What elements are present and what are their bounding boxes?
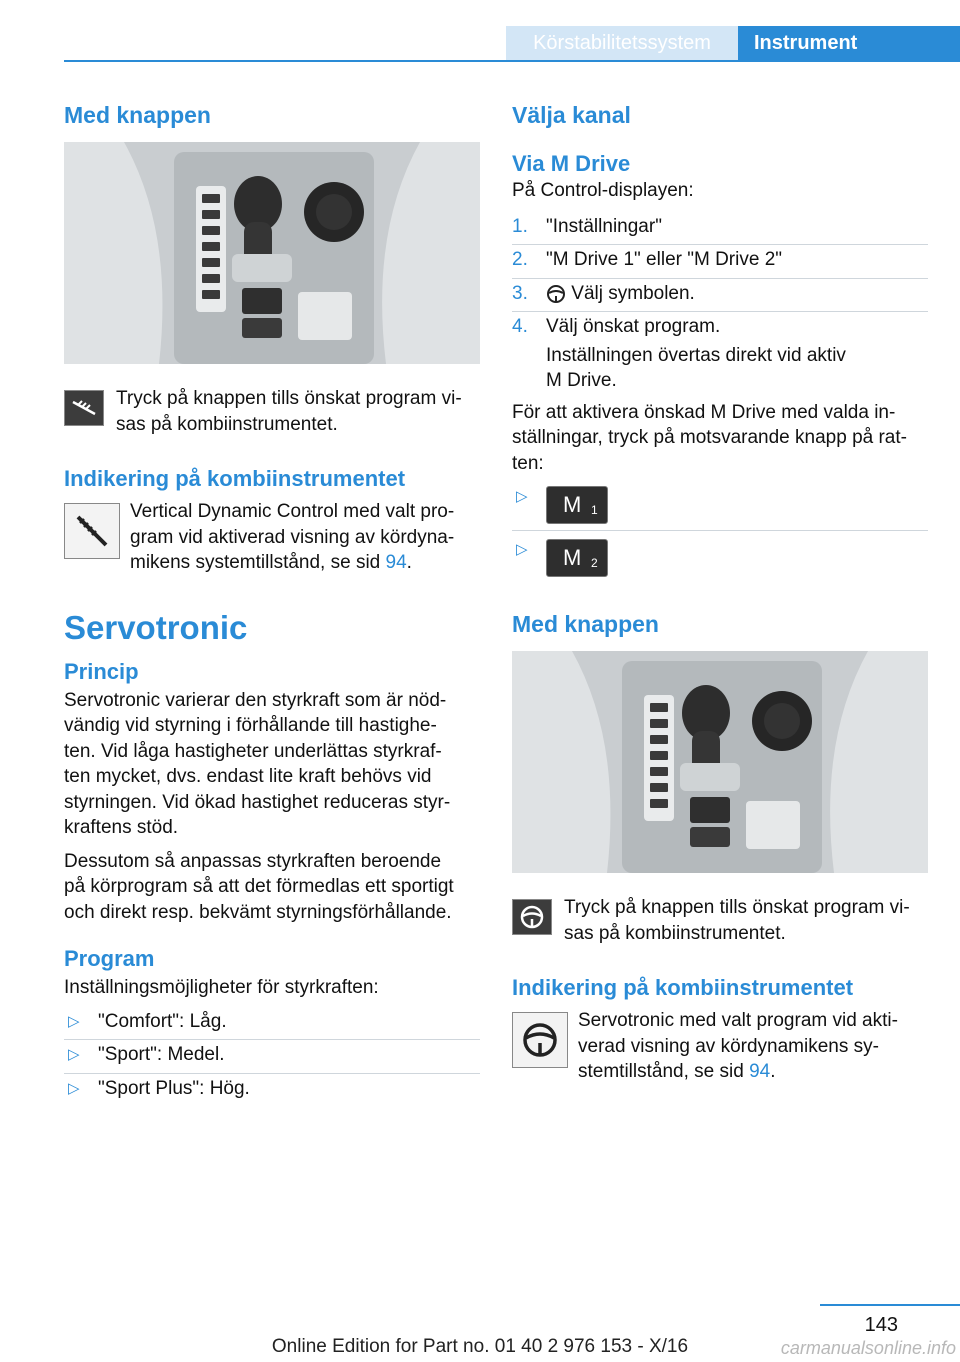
step-number: 3.	[512, 282, 528, 304]
note-press-button-text: Tryck på knappen tills önskat program vi- sas på kombiinstrumentet.	[116, 388, 462, 435]
step-number: 1.	[512, 215, 528, 237]
m1-letter: M	[563, 492, 582, 517]
right-column	[512, 100, 928, 1085]
note-servotronic-display-body: Servotronic med valt program vid akti- verad visning av kördynamikens sy- stemtillstånd, se sid	[578, 1010, 898, 1082]
left-column	[64, 100, 480, 1106]
page-link-94[interactable]: 94	[385, 552, 407, 573]
steering-wheel-icon	[546, 284, 566, 304]
m2-letter: M	[563, 545, 582, 570]
heading-princip: Princip	[64, 658, 139, 684]
m1-sub: 1	[591, 503, 598, 517]
console-photo	[64, 142, 480, 364]
step-text: Välj symbolen.	[566, 282, 695, 304]
list-item	[64, 1007, 480, 1041]
note-press-button-2-text: Tryck på knappen tills önskat program vi- sas på kombiinstrumentet.	[564, 897, 910, 944]
servotronic-button-icon	[512, 899, 552, 935]
list-item	[512, 245, 928, 279]
note-servotronic-display	[512, 1008, 928, 1085]
m1-steering-button-icon	[546, 486, 608, 524]
note-vdc-display-body: Vertical Dynamic Control med valt pro- gram vid aktiverad visning av kördyna- mikens systemtillstånd, se sid	[130, 501, 455, 573]
heading-via-m-drive: Via M Drive	[512, 151, 631, 176]
note-servotronic-display-end: .	[770, 1061, 776, 1082]
program-item-text: "Comfort": Låg.	[98, 1010, 227, 1032]
console-illustration	[64, 142, 480, 364]
note-press-button-2	[512, 895, 928, 946]
heading-indikering-2: Indikering på kombiinstrumentet	[512, 975, 854, 1000]
heading-med-knappen-2: Med knappen	[512, 611, 659, 637]
steps-list	[512, 212, 928, 345]
step-number: 2.	[512, 249, 528, 270]
list-item	[512, 212, 928, 246]
mkey-row-2	[512, 531, 928, 581]
program-item-text: "Sport Plus": Hög.	[98, 1077, 250, 1099]
program-list	[64, 1007, 480, 1107]
console-photo-2	[512, 651, 928, 873]
steering-wheel-display-icon	[512, 1012, 568, 1068]
note-vdc-display-text	[120, 499, 480, 576]
list-item	[512, 279, 928, 313]
note-servotronic-display-text	[568, 1008, 928, 1085]
list-item	[64, 1074, 480, 1107]
triangle-bullet-icon: ▷	[516, 488, 528, 505]
step-number: 4.	[512, 316, 528, 337]
program-intro: Inställningsmöjligheter för styrkraften:	[64, 977, 379, 998]
step-text: Välj önskat program.	[546, 316, 721, 337]
console-illustration-2	[512, 651, 928, 873]
header-rule	[64, 60, 960, 62]
list-item	[64, 1040, 480, 1074]
m2-sub: 2	[591, 556, 598, 570]
activate-paragraph: För att aktivera önskad M Drive med valda in- ställningar, tryck på motsvarande knapp på rat- ten:	[512, 401, 907, 474]
m2-steering-button-icon	[546, 539, 608, 577]
princip-paragraph-2: Dessutom så anpassas styrkraften beroende på körprogram så att det förmedlas ett sportigt och direkt resp. bekvämt styrningsförhållande.	[64, 850, 454, 923]
mkey-row-1	[512, 486, 928, 531]
step-text: "Inställningar"	[546, 215, 662, 237]
list-item	[512, 312, 928, 345]
page-link-94-2[interactable]: 94	[749, 1061, 771, 1082]
watermark: carmanualsonline.info	[780, 1338, 956, 1358]
footer-rule	[820, 1304, 960, 1306]
princip-paragraph-1: Servotronic varierar den styrkraft som är nöd- vändig vid styrning i förhållande till hastighe- ten. Vid låga hastigheter underlättas styrkraf- ten mycket, dvs. endast lite kraft behövs vid styrningen. Vid ökad hastighet reduceras styr- kraftens stöd.	[64, 689, 451, 838]
triangle-bullet-icon: ▷	[68, 1046, 80, 1063]
heading-servotronic: Servotronic	[64, 608, 248, 646]
heading-program: Program	[64, 946, 155, 971]
section-tab[interactable]: Körstabilitetssystem	[506, 26, 738, 60]
page-number: 143	[864, 1314, 898, 1336]
triangle-bullet-icon: ▷	[68, 1079, 80, 1097]
heading-valja-kanal: Välja kanal	[512, 102, 631, 128]
chapter-tab[interactable]: Instrument	[738, 26, 960, 60]
heading-med-knappen: Med knappen	[64, 102, 211, 128]
step-text: "M Drive 1" eller "M Drive 2"	[546, 249, 783, 270]
triangle-bullet-icon: ▷	[68, 1012, 80, 1030]
edition-line: Online Edition for Part no. 01 40 2 976 153 - X/16	[271, 1336, 689, 1357]
page-header	[0, 0, 960, 62]
triangle-bullet-icon: ▷	[516, 541, 528, 558]
heading-indikering: Indikering på kombiinstrumentet	[64, 466, 406, 491]
shock-absorber-icon	[64, 503, 120, 559]
program-item-text: "Sport": Medel.	[98, 1044, 225, 1065]
step4-note: Inställningen övertas direkt vid aktiv M Drive.	[546, 344, 846, 391]
via-intro: På Control-displayen:	[512, 180, 694, 201]
note-vdc-display-end: .	[406, 552, 412, 573]
note-press-button	[64, 386, 480, 437]
vdc-button-icon	[64, 390, 104, 426]
note-vdc-display	[64, 499, 480, 576]
